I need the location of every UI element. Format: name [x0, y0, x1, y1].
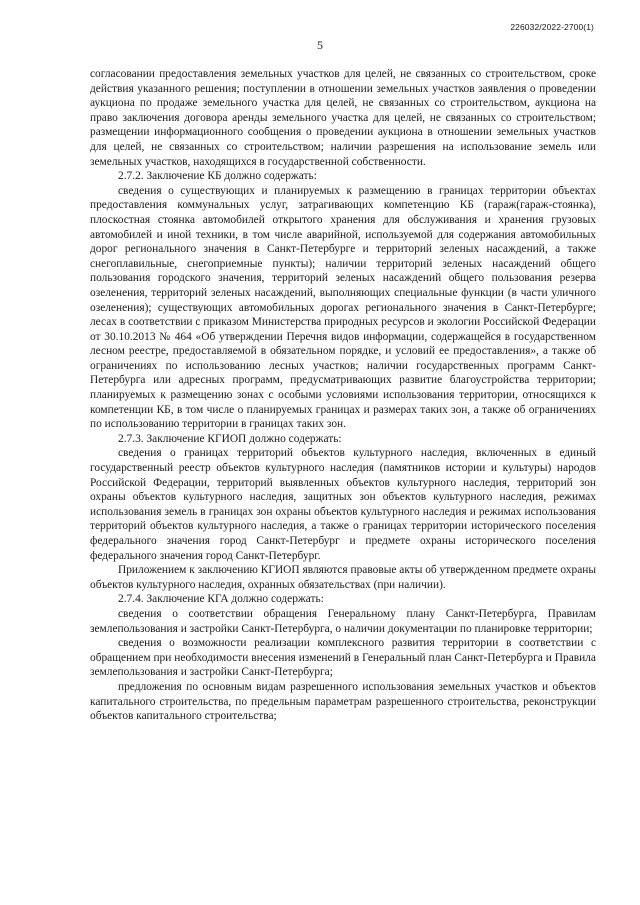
paragraph: сведения о возможности реализации комплексного развития территории в соответствии с обращением при необходимости внесения изменений в Генеральный план Санкт-Петербурга и Правила землепользования и застройки Санкт-Петербурга; — [90, 637, 596, 679]
paragraph: Приложением к заключению КГИОП являются правовые акты об утвержденном предмете охраны объектов культурного наследия, охранных обязательствах (при наличии). — [90, 564, 596, 591]
section-heading-2-7-4: 2.7.4. Заключение КГА должно содержать: — [118, 593, 324, 606]
section-heading-2-7-2: 2.7.2. Заключение КБ должно содержать: — [118, 170, 317, 183]
document-number: 226032/2022-2700(1) — [510, 22, 594, 32]
section-heading-2-7-3: 2.7.3. Заключение КГИОП должно содержать: — [118, 432, 342, 445]
paragraph: согласовании предоставления земельных участков для целей, не связанных со строительством, сроке действия указанного решения; поступлении в отношении земельных участков заявления о проведении аукциона по продаже земельного участка для целей, не связанных со строительством, аукциона на право заключения договора аренды земельного участка для целей, не связанных со строительством; размещении информационного сообщения о проведении аукциона в отношении земельных участков для целей, не связанных со строительством; наличии разрешения на использование земель или земельных участков, находящихся в государственной собственности. — [90, 68, 596, 168]
paragraph: сведения о соответствии обращения Генеральному плану Санкт-Петербурга, Правилам землепользования и застройки Санкт-Петербурга, о наличии документации по планировке территории; — [90, 607, 596, 635]
page-number: 5 — [317, 38, 323, 52]
paragraph: сведения о существующих и планируемых к размещению в границах территории объектах предоставления коммунальных услуг, затрагивающих компетенцию КБ (гараж(гараж-стоянка), плоскостная стоянка автомобилей открытого хранения для обслуживания и хранения грузовых автомобилей и иной техники, в том числе аварийной, используемой для содержания автомобильных дорог регионального значения в Санкт-Петербурге и территорий зеленых насаждений, а также снегоплавильные, снегоприемные пункты); наличии территорий зеленых насаждений общего пользования городского значения, территорий зеленых насаждений общего пользования резерва озеленения, территорий зеленых насаждений, выполняющих специальные функции (в части уличного озеленения); существующих автомобильных дорогах регионального значения в Санкт-Петербурге; лесах в соответствии с приказом Министерства природных ресурсов и экологии Российской Федерации от 30.10.2013 № 464 «Об утверждении Перечня видов информации, содержащейся в государственном лесном реестре, предоставляемой в обязательном порядке, и условий ее предоставления», а также об ограничениях по использованию лесных участков; наличии государственных программ Санкт-Петербурга или адресных программ, предусматривающих развитие благоустройства территории; планируемых к размещению зонах с особыми условиями использования территории, относящихся к компетенции КБ, в том числе о планируемых границах и размерах таких зон, а также об ограничениях по использованию территории в границах таких зон. — [90, 184, 596, 431]
paragraph: предложения по основным видам разрешенного использования земельных участков и объектов капитального строительства, по предельным параметрам разрешенного строительства, реконструкции объектов капитального строительства; — [90, 680, 596, 723]
document-body — [90, 67, 596, 724]
paragraph: сведения о границах территорий объектов культурного наследия, включенных в единый государственный реестр объектов культурного наследия (памятников истории и культуры) народов Российской Федерации, территорий выявленных объектов культурного наследия, территорий зон охраны объектов культурного наследия, защитных зон объектов культурного наследия, режимах использования земель в границах зон охраны объектов культурного наследия и режимах использования территорий объектов культурного наследия, а также о границах территории исторического поселения федерального значения город Санкт-Петербург и предмете охраны исторического поселения федерального значения город Санкт-Петербург. — [90, 447, 596, 562]
